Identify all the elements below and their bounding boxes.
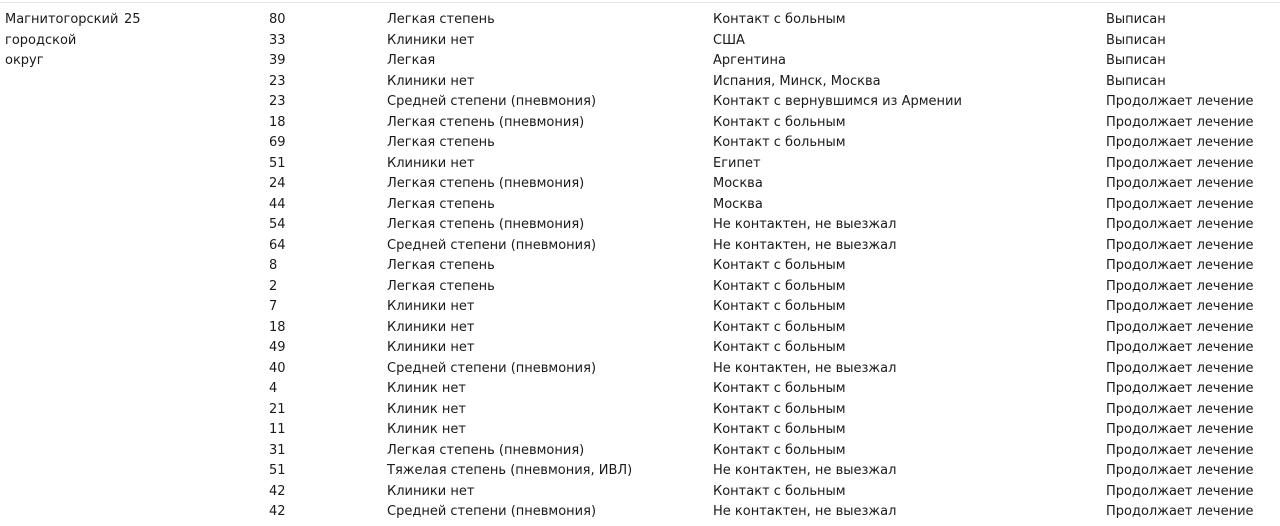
patient-age: 8 <box>269 258 278 273</box>
infection-source: Не контактен, не выезжал <box>713 237 897 253</box>
table-row <box>0 297 1280 318</box>
table-row <box>0 92 1280 113</box>
patient-age: 2 <box>269 278 278 294</box>
patient-age: 24 <box>269 176 286 191</box>
patient-status: Выписан <box>1106 73 1166 89</box>
patient-status: Продолжает лечение <box>1106 135 1254 150</box>
patient-status: Продолжает лечение <box>1106 463 1254 478</box>
patient-age: 23 <box>269 73 286 89</box>
patient-age: 51 <box>269 463 286 478</box>
patient-age: 49 <box>269 340 286 355</box>
infection-source: Москва <box>713 176 763 191</box>
table-row <box>0 379 1280 400</box>
patient-age: 18 <box>269 114 286 130</box>
patient-status: Продолжает лечение <box>1106 381 1254 396</box>
infection-source: Контакт с больным <box>713 278 846 294</box>
infection-source: Не контактен, не выезжал <box>713 463 897 478</box>
disease-severity: Легкая степень (пневмония) <box>387 114 585 130</box>
disease-severity: Средней степени (пневмония) <box>387 360 597 376</box>
patient-status: Продолжает лечение <box>1106 217 1254 232</box>
table-row <box>0 113 1280 134</box>
disease-severity: Тяжелая степень (пневмония, ИВЛ) <box>387 463 633 478</box>
disease-severity: Легкая <box>387 53 436 68</box>
disease-severity: Клиники нет <box>387 299 475 314</box>
infection-source: Египет <box>713 155 761 171</box>
infection-source: США <box>713 32 745 48</box>
disease-severity: Клиники нет <box>387 73 475 89</box>
table-row <box>0 215 1280 236</box>
infection-source: Испания, Минск, Москва <box>713 73 881 89</box>
disease-severity: Легкая степень <box>387 12 495 27</box>
patient-age: 80 <box>269 12 286 27</box>
patient-status: Продолжает лечение <box>1106 401 1254 417</box>
table-row <box>0 72 1280 93</box>
infection-source: Контакт с больным <box>713 483 846 499</box>
case-table <box>0 10 1280 523</box>
infection-source: Контакт с больным <box>713 401 846 417</box>
table-row <box>0 338 1280 359</box>
patient-status: Продолжает лечение <box>1106 422 1254 437</box>
table-row <box>0 482 1280 503</box>
patient-age: 39 <box>269 53 286 68</box>
patient-status: Продолжает лечение <box>1106 483 1254 499</box>
table-row <box>0 10 1280 31</box>
disease-severity: Легкая степень <box>387 196 495 212</box>
disease-severity: Клиник нет <box>387 401 466 417</box>
patient-age: 64 <box>269 237 286 253</box>
disease-severity: Клиники нет <box>387 319 475 335</box>
patient-age: 54 <box>269 217 286 232</box>
table-row <box>0 31 1280 52</box>
table-row <box>0 236 1280 257</box>
table-row <box>0 277 1280 298</box>
table-row <box>0 461 1280 482</box>
table-row <box>0 359 1280 380</box>
patient-age: 21 <box>269 401 286 417</box>
table-row <box>0 318 1280 339</box>
patient-age: 42 <box>269 483 286 499</box>
patient-age: 42 <box>269 504 286 519</box>
infection-source: Контакт с больным <box>713 258 846 273</box>
patient-status: Продолжает лечение <box>1106 442 1254 458</box>
region-name: Магнитогорский городской округ <box>5 12 119 68</box>
disease-severity: Клиники нет <box>387 32 475 48</box>
disease-severity: Клиники нет <box>387 340 475 355</box>
infection-source: Контакт с больным <box>713 12 846 27</box>
patient-age: 31 <box>269 442 286 458</box>
table-row <box>0 256 1280 277</box>
infection-source: Не контактен, не выезжал <box>713 217 897 232</box>
patient-age: 18 <box>269 319 286 335</box>
patient-age: 7 <box>269 299 278 314</box>
infection-source: Контакт с вернувшимся из Армении <box>713 94 962 109</box>
patient-status: Выписан <box>1106 53 1166 68</box>
disease-severity: Легкая степень <box>387 278 495 294</box>
infection-source: Контакт с больным <box>713 114 846 130</box>
infection-source: Контакт с больным <box>713 422 846 437</box>
infection-source: Не контактен, не выезжал <box>713 504 897 519</box>
patient-status: Выписан <box>1106 12 1166 27</box>
disease-severity: Средней степени (пневмония) <box>387 94 597 109</box>
disease-severity: Средней степени (пневмония) <box>387 237 597 253</box>
infection-source: Контакт с больным <box>713 319 846 335</box>
table-row <box>0 154 1280 175</box>
infection-source: Контакт с больным <box>713 299 846 314</box>
patient-age: 23 <box>269 94 286 109</box>
patient-age: 44 <box>269 196 286 212</box>
table-row <box>0 400 1280 421</box>
disease-severity: Легкая степень (пневмония) <box>387 176 585 191</box>
infection-source: Контакт с больным <box>713 135 846 150</box>
patient-status: Выписан <box>1106 32 1166 48</box>
disease-severity: Легкая степень <box>387 135 495 150</box>
table-row <box>0 174 1280 195</box>
patient-status: Продолжает лечение <box>1106 114 1254 130</box>
patient-status: Продолжает лечение <box>1106 155 1254 171</box>
disease-severity: Клиники нет <box>387 155 475 171</box>
disease-severity: Легкая степень (пневмония) <box>387 442 585 458</box>
table-row <box>0 51 1280 72</box>
patient-status: Продолжает лечение <box>1106 504 1254 519</box>
top-divider <box>0 2 1280 3</box>
patient-status: Продолжает лечение <box>1106 94 1254 109</box>
disease-severity: Легкая степень (пневмония) <box>387 217 585 232</box>
region-case-count: 25 <box>124 12 141 27</box>
patient-status: Продолжает лечение <box>1106 176 1254 191</box>
patient-age: 51 <box>269 155 286 171</box>
infection-source: Москва <box>713 196 763 212</box>
patient-status: Продолжает лечение <box>1106 360 1254 376</box>
patient-status: Продолжает лечение <box>1106 278 1254 294</box>
disease-severity: Клиник нет <box>387 422 466 437</box>
patient-status: Продолжает лечение <box>1106 237 1254 253</box>
table-row <box>0 195 1280 216</box>
infection-source: Контакт с больным <box>713 340 846 355</box>
table-row <box>0 420 1280 441</box>
table-row <box>0 133 1280 154</box>
infection-source: Контакт с больным <box>713 442 846 458</box>
disease-severity: Клиник нет <box>387 381 466 396</box>
patient-status: Продолжает лечение <box>1106 299 1254 314</box>
patient-age: 33 <box>269 32 286 48</box>
patient-status: Продолжает лечение <box>1106 258 1254 273</box>
patient-age: 69 <box>269 135 286 150</box>
patient-status: Продолжает лечение <box>1106 196 1254 212</box>
table-row <box>0 502 1280 523</box>
patient-status: Продолжает лечение <box>1106 340 1254 355</box>
infection-source: Аргентина <box>713 53 786 68</box>
infection-source: Не контактен, не выезжал <box>713 360 897 376</box>
patient-age: 11 <box>269 422 286 437</box>
disease-severity: Клиники нет <box>387 483 475 499</box>
patient-status: Продолжает лечение <box>1106 319 1254 335</box>
disease-severity: Средней степени (пневмония) <box>387 504 597 519</box>
disease-severity: Легкая степень <box>387 258 495 273</box>
infection-source: Контакт с больным <box>713 381 846 396</box>
patient-age: 4 <box>269 381 278 396</box>
patient-age: 40 <box>269 360 286 376</box>
table-row <box>0 441 1280 462</box>
